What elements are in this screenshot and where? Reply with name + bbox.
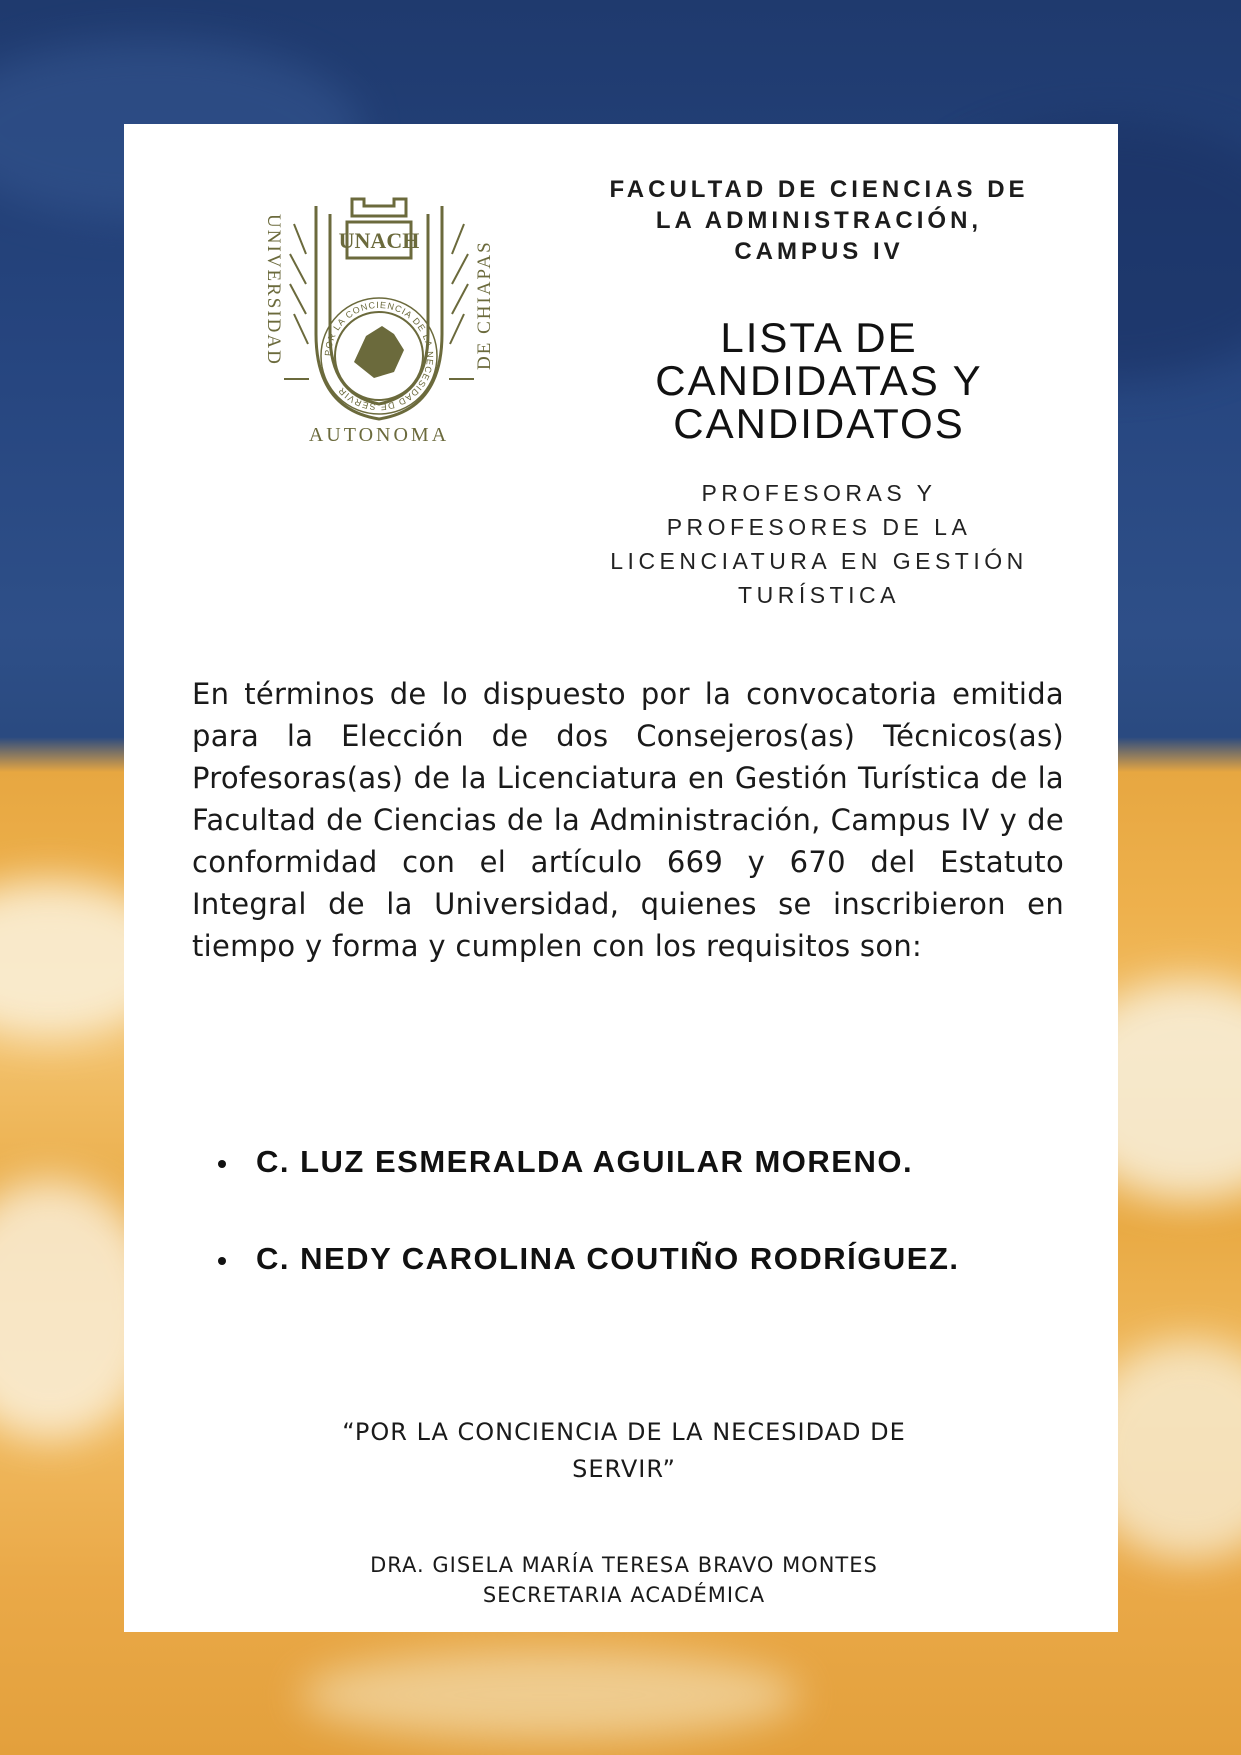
announcement-paragraph: En términos de lo dispuesto por la convocatoria emitida para la Elección de dos Consejeros(as) Técnicos(as) Profesoras(as) de la Licenciatura en Gestión Turística de la Facultad de Ciencias de la Administración, Campus IV y de conformidad con el artículo 669 y 670 del Estatuto Integral de la Universidad, quienes se inscribieron en tiempo y forma y cumplen con los requisitos son: [192,677,1064,963]
list-item [192,1241,1092,1338]
signer-title: SECRETARIA ACADÉMICA [482,1583,766,1607]
institutional-motto: “POR LA CONCIENCIA DE LA NECESIDAD DE SERVIR” [342,1418,906,1483]
candidate-name: C. LUZ ESMERALDA AGUILAR MORENO. [256,1144,914,1179]
page-subtitle: PROFESORAS Y PROFESORES DE LA LICENCIATURA EN GESTIÓN TURÍSTICA [610,480,1028,608]
svg-text:DE CHIAPAS: DE CHIAPAS [474,240,495,370]
signature-block [274,1550,974,1610]
candidate-list [192,1144,1092,1338]
candidate-name: C. NEDY CAROLINA COUTIÑO RODRÍGUEZ. [256,1241,960,1276]
page-title: LISTA DE CANDIDATAS Y CANDIDATOS [655,314,983,447]
bullet-icon [218,1160,226,1168]
faculty-name: FACULTAD DE CIENCIAS DE LA ADMINISTRACIÓN, CAMPUS IV [609,176,1029,265]
list-item [192,1144,1092,1241]
svg-text:AUTONOMA: AUTONOMA [308,424,450,444]
svg-text:UNACH: UNACH [338,228,420,253]
signer-name: DRA. GISELA MARÍA TERESA BRAVO MONTES [370,1553,878,1577]
notice-card [124,124,1118,1632]
bullet-icon [218,1257,226,1265]
svg-text:UNIVERSIDAD: UNIVERSIDAD [263,214,284,366]
unach-seal-icon [254,194,504,444]
paint-stroke [300,1650,800,1740]
svg-text:POR LA CONCIENCIA DE LA NECESI: POR LA CONCIENCIA DE LA NECESIDAD DE SERVIR [322,299,436,413]
